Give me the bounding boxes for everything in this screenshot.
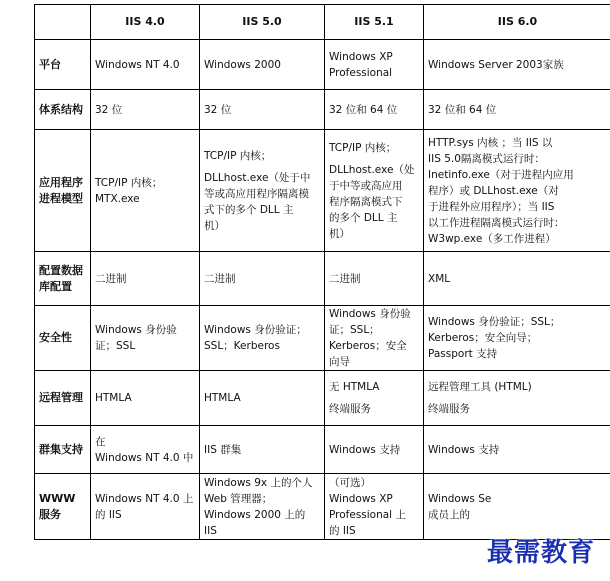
cell-line: Windows 身份验 <box>329 308 411 320</box>
cell-line: 32 位和 64 位 <box>329 103 398 116</box>
cell-line: 的 IIS <box>329 524 356 537</box>
cell-line: Web 管理器； <box>204 492 273 505</box>
table-row <box>35 90 610 130</box>
cell-line: 终端服务 <box>329 403 371 415</box>
row-label: 应用程序进程模型 <box>35 130 91 252</box>
cell-iis5 <box>200 371 325 426</box>
cell-line: MTX.exe <box>95 192 140 205</box>
cell-line: Professional <box>329 66 393 79</box>
cell-line: Windows 2000 上的 <box>204 508 306 521</box>
cell-line: TCP/IP 内核； <box>95 176 163 189</box>
cell-line: Windows NT 4.0 <box>95 58 180 71</box>
cell-line: Kerberos；安全 <box>329 340 407 352</box>
cell-iis5 <box>200 474 325 540</box>
cell-iis6 <box>424 90 610 130</box>
cell-iis5 <box>200 130 325 252</box>
cell-line: 二进制 <box>329 272 361 285</box>
cell-line: HTMLA <box>95 392 132 404</box>
cell-line: 终端服务 <box>428 403 470 415</box>
cell-line: Passport 支持 <box>428 348 498 360</box>
cell-line: 程序隔离模式下 <box>329 195 403 208</box>
cell-line: 于中等或高应用 <box>329 179 403 192</box>
cell-line: 在 <box>95 435 106 448</box>
cell-line: IIS <box>204 524 217 537</box>
table-row <box>35 130 610 252</box>
cell-line: 的 IIS <box>95 508 122 521</box>
cell-line: Windows NT 4.0 上 <box>95 492 194 505</box>
cell-line: Windows 身份验证；SSL； <box>428 316 561 328</box>
iis-comparison-table <box>34 4 610 540</box>
cell-line: Windows NT 4.0 中 <box>95 451 194 464</box>
header-cell-iis6: IIS 6.0 <box>424 5 610 40</box>
cell-line: DLLhost.exe（处 <box>329 163 415 176</box>
cell-iis6 <box>424 306 610 371</box>
cell-line: Windows XP <box>329 492 393 505</box>
cell-iis4 <box>91 426 200 474</box>
cell-line: Windows 2000 <box>204 58 281 71</box>
cell-line: Windows 9x 上的个人 <box>204 476 313 489</box>
cell-iis4 <box>91 252 200 306</box>
cell-line: TCP/IP 内核； <box>329 141 397 154</box>
cell-iis51 <box>325 426 424 474</box>
cell-iis51 <box>325 474 424 540</box>
cell-line: SSL；Kerberos <box>204 340 280 352</box>
cell-line: 二进制 <box>204 272 236 285</box>
cell-line: Windows 支持 <box>329 443 401 456</box>
cell-line: Inetinfo.exe（对于进程内应用 <box>428 168 574 181</box>
cell-line: IIS 群集 <box>204 443 242 456</box>
cell-line: 以工作进程隔离模式运行时： <box>428 216 565 229</box>
cell-iis6 <box>424 130 610 252</box>
cell-iis51 <box>325 371 424 426</box>
cell-line: 证；SSL <box>95 340 136 352</box>
cell-iis5 <box>200 90 325 130</box>
table-row <box>35 306 610 371</box>
header-row <box>35 5 610 40</box>
cell-iis4 <box>91 474 200 540</box>
cell-line: 式下的多个 DLL 主 <box>204 203 294 216</box>
cell-line: HTTP.sys 内核 ；当 IIS 以 <box>428 136 553 149</box>
cell-line: 程序）或 DLLhost.exe（对 <box>428 184 559 197</box>
cell-iis51 <box>325 90 424 130</box>
cell-line: Windows 身份验 <box>95 324 177 336</box>
cell-line: Windows 身份验证； <box>204 324 307 336</box>
cell-iis4 <box>91 90 200 130</box>
cell-line: 远程管理工具 (HTML) <box>428 381 532 393</box>
cell-iis6 <box>424 40 610 90</box>
row-label: 配置数据库配置 <box>35 252 91 306</box>
cell-iis51 <box>325 306 424 371</box>
table-row <box>35 426 610 474</box>
cell-line: Professional 上 <box>329 508 406 521</box>
cell-iis4 <box>91 306 200 371</box>
cell-line: IIS 5.0隔离模式运行时： <box>428 152 545 165</box>
cell-iis5 <box>200 40 325 90</box>
row-label: 安全性 <box>35 306 91 371</box>
table-row <box>35 474 610 540</box>
cell-line: 32 位 <box>95 103 123 116</box>
cell-iis6 <box>424 371 610 426</box>
cell-line: XML <box>428 272 451 285</box>
table-row <box>35 40 610 90</box>
cell-line: 等或高应用程序隔离模 <box>204 187 309 200</box>
cell-iis4 <box>91 371 200 426</box>
header-cell-iis51: IIS 5.1 <box>325 5 424 40</box>
cell-iis51 <box>325 252 424 306</box>
cell-line: 机） <box>329 227 350 240</box>
cell-iis5 <box>200 252 325 306</box>
table-body <box>35 40 610 540</box>
cell-iis4 <box>91 130 200 252</box>
cell-iis4 <box>91 40 200 90</box>
cell-line: Windows Server 2003家族 <box>428 58 564 71</box>
cell-line: （可选） <box>329 476 371 489</box>
table-row <box>35 252 610 306</box>
row-label: WWW服务 <box>35 474 91 540</box>
cell-line: DLLhost.exe（处于中 <box>204 171 311 184</box>
cell-iis51 <box>325 130 424 252</box>
cell-line: 二进制 <box>95 272 127 285</box>
cell-iis51 <box>325 40 424 90</box>
cell-line: Windows XP <box>329 50 393 63</box>
cell-line: 证；SSL； <box>329 324 380 336</box>
cell-line: Windows Se <box>428 492 492 505</box>
cell-line: HTMLA <box>204 392 241 404</box>
row-label: 远程管理 <box>35 371 91 426</box>
cell-line: 向导 <box>329 356 350 368</box>
cell-line: 成员上的 <box>428 508 470 521</box>
cell-iis6 <box>424 474 610 540</box>
cell-iis6 <box>424 426 610 474</box>
cell-line: 的多个 DLL 主 <box>329 211 398 224</box>
row-label: 平台 <box>35 40 91 90</box>
cell-line: Windows 支持 <box>428 443 500 456</box>
table-row <box>35 371 610 426</box>
cell-line: 32 位和 64 位 <box>428 103 497 116</box>
watermark-logo-text: 最需教育 <box>487 538 596 568</box>
header-cell-iis4: IIS 4.0 <box>91 5 200 40</box>
cell-iis6 <box>424 252 610 306</box>
header-cell-iis5: IIS 5.0 <box>200 5 325 40</box>
row-label: 群集支持 <box>35 426 91 474</box>
cell-iis5 <box>200 426 325 474</box>
cell-line: 32 位 <box>204 103 232 116</box>
header-cell-empty <box>35 5 91 40</box>
cell-line: TCP/IP 内核； <box>204 149 272 162</box>
cell-line: 机） <box>204 219 225 232</box>
cell-line: 无 HTMLA <box>329 381 380 393</box>
cell-line: Kerberos；安全向导； <box>428 332 538 344</box>
row-label: 体系结构 <box>35 90 91 130</box>
cell-line: W3wp.exe（多工作进程） <box>428 232 556 245</box>
cell-line: 于进程外应用程序）；当 IIS <box>428 200 555 213</box>
cell-iis5 <box>200 306 325 371</box>
